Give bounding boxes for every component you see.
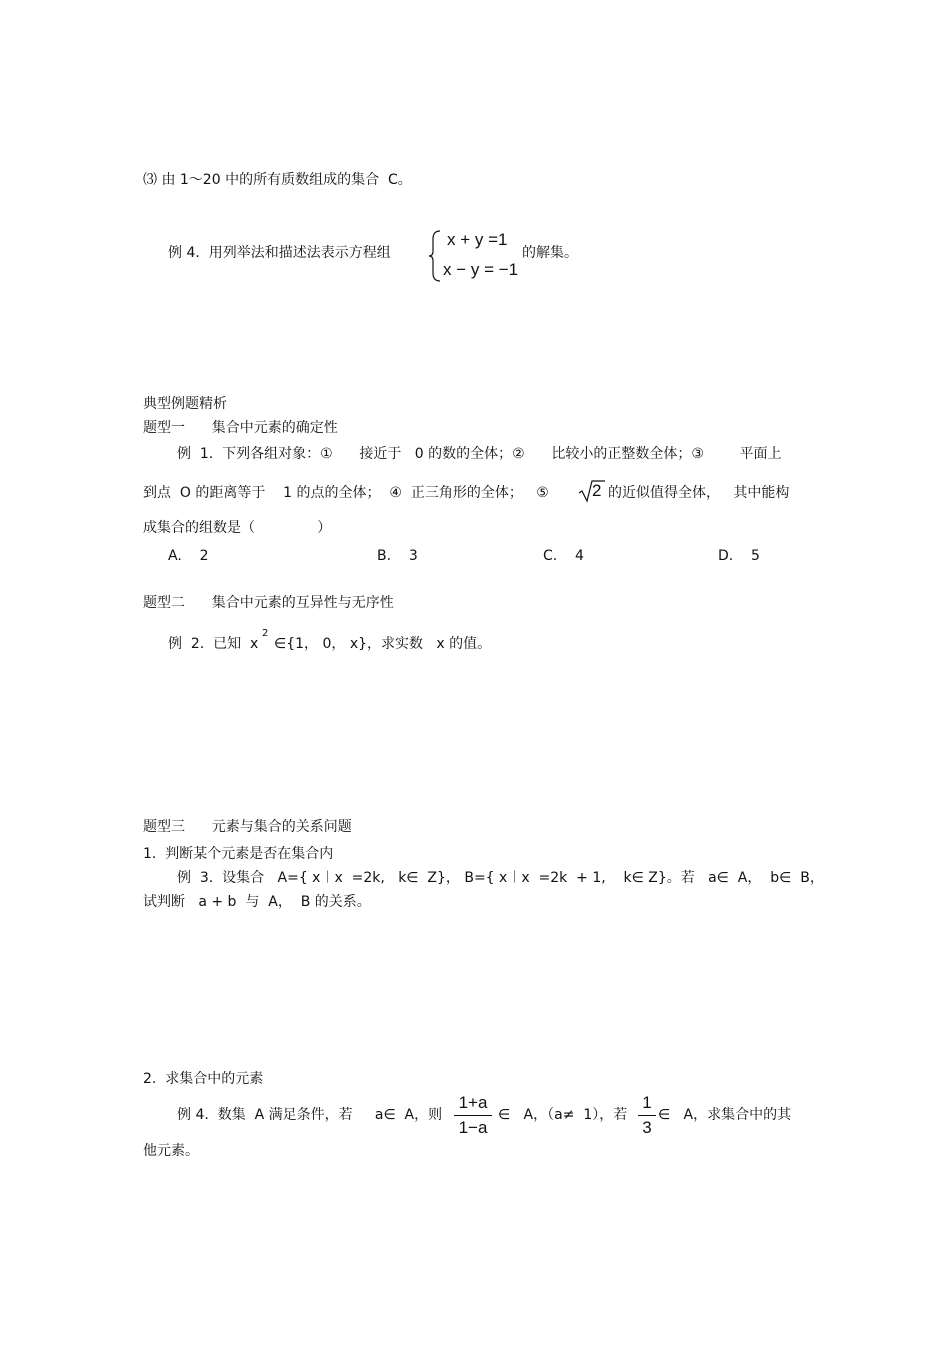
subheading-1: 1. 判断某个元素是否在集合内 [143, 846, 334, 862]
example4-intro: 例 4. 用列举法和描述法表示方程组 [168, 245, 391, 261]
example2-text-b: ∈{1， 0， x}，求实数 x 的值。 [274, 636, 492, 652]
section-heading: 典型例题精析 [143, 396, 227, 412]
fraction-1 [454, 1093, 492, 1138]
option-d: D. 5 [718, 548, 760, 564]
equation-1: x + y =1 [447, 230, 508, 249]
subheading-2: 2. 求集合中的元素 [143, 1071, 264, 1087]
fraction-1-bar [454, 1115, 492, 1116]
example4b-line2: 他元素。 [143, 1143, 199, 1159]
example1-line2b: 的近似值得全体， 其中能构 [608, 485, 790, 501]
example4b-text-c: ∈ A，求集合中的其 [658, 1107, 792, 1123]
example1-line3: 成集合的组数是（ ） [143, 520, 332, 536]
example1-line1: 例 1. 下列各组对象：① 接近于 0 的数的全体；② 比较小的正整数全体；③ 平面上 [177, 446, 782, 462]
left-brace-icon [428, 229, 442, 283]
option-a: A. 2 [168, 548, 209, 564]
example4b-text-b: ∈ A，（a≠ 1），若 [498, 1107, 628, 1123]
type1-heading: 题型一 集合中元素的确定性 [143, 420, 338, 436]
type2-heading: 题型二 集合中元素的互异性与无序性 [143, 595, 394, 611]
example3-line1: 例 3. 设集合 A={ x︱x =2k, k∈ Z}， B={ x︱x =2k + 1, k∈ Z}。若 a∈ A， b∈ B， [177, 870, 824, 886]
example4b-text: 例 4. 数集 A 满足条件，若 a∈ A，则 [177, 1107, 443, 1123]
equation-2: x − y = −1 [443, 260, 519, 279]
exponent: 2 [262, 628, 269, 639]
fraction-2-bar [638, 1115, 656, 1116]
option-b: B. 3 [377, 548, 418, 564]
fraction-1-denominator: 1−a [458, 1118, 488, 1137]
example3-line2: 试判断 a + b 与 A， B 的关系。 [143, 894, 371, 910]
type3-heading: 题型三 元素与集合的关系问题 [143, 819, 352, 835]
fraction-2-denominator: 3 [642, 1118, 652, 1137]
example2-text: 例 2. 已知 x [168, 636, 259, 652]
sqrt-value: 2 [592, 481, 602, 500]
example1-line2a: 到点 O 的距离等于 1 的点的全体； ④ 正三角形的全体； ⑤ [143, 485, 549, 501]
line-prime-set: ⑶ 由 1～20 中的所有质数组成的集合 C。 [143, 172, 412, 188]
fraction-2-numerator: 1 [642, 1093, 652, 1112]
option-c: C. 4 [543, 548, 584, 564]
fraction-1-numerator: 1+a [458, 1093, 488, 1112]
example4-suffix: 的解集。 [522, 245, 578, 261]
fraction-2 [638, 1093, 656, 1138]
